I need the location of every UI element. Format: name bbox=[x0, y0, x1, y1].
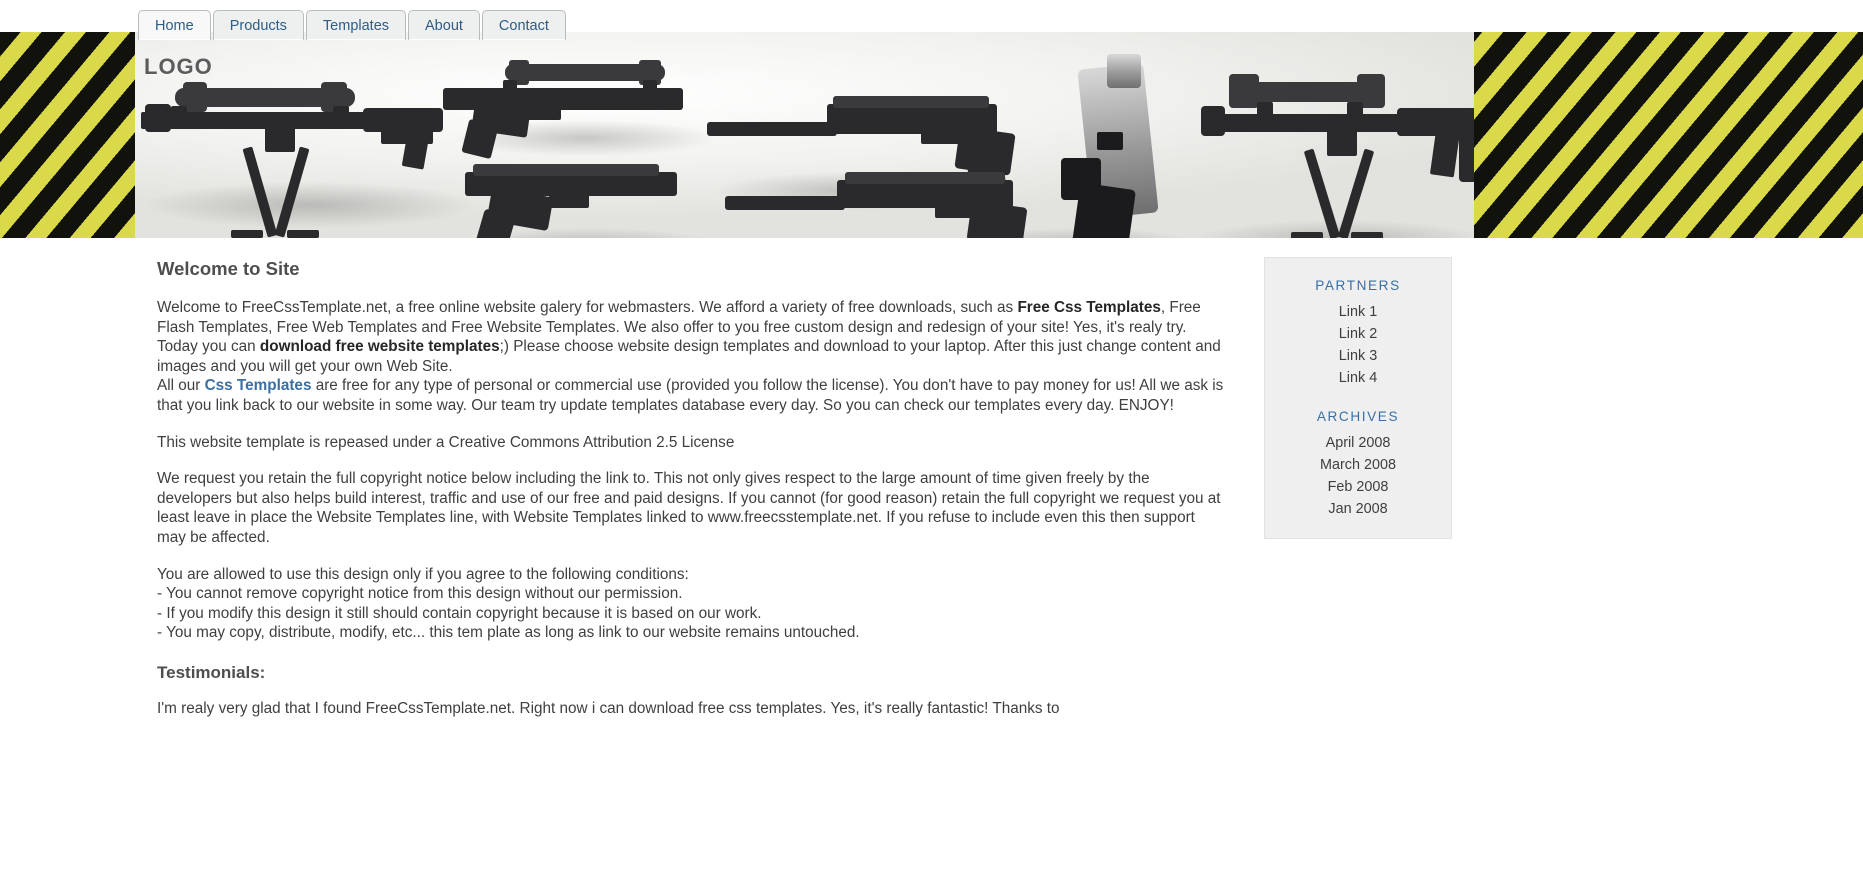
testimonials-heading: Testimonials: bbox=[157, 662, 266, 682]
header-banner bbox=[135, 32, 1474, 238]
sidebar-partner-link-2[interactable]: Link 2 bbox=[1338, 326, 1378, 342]
license-paragraph: This website template is repeased under a Creative Commons Attribution 2.5 License bbox=[157, 433, 735, 451]
nav-item-label: Home bbox=[155, 18, 194, 34]
nav-item-contact[interactable] bbox=[482, 10, 566, 40]
sidebar-archive-link-feb-2008[interactable]: Feb 2008 bbox=[1327, 479, 1389, 495]
nav-item-products[interactable] bbox=[213, 10, 304, 40]
nav-item-label: Contact bbox=[498, 18, 549, 34]
download-templates-strong: download free website templates bbox=[259, 338, 500, 356]
nav-item-about[interactable] bbox=[408, 10, 480, 40]
sidebar-partner-link-4[interactable]: Link 4 bbox=[1338, 370, 1378, 386]
content-area bbox=[135, 238, 1474, 881]
intro-text-e: ;) Please choose website design templates and download to your laptop. After this just change content and images and you will get your own Web Site. bbox=[157, 338, 1221, 375]
site-container bbox=[135, 0, 1474, 881]
testimonial-text: I'm realy very glad that I found FreeCssTemplate.net. Right now i can download free css templates. Yes, it's really fantastic! Thanks to bbox=[157, 699, 1060, 717]
sidebar-divider bbox=[1265, 389, 1451, 403]
nav-item-home[interactable] bbox=[138, 10, 211, 40]
intro-text-g: are free for any type of personal or commercial use (provided you follow the license). You don't have to pay money for us! All we ask is that you link back to our website in some way. Our team try update templates database every day. So you can check our templates every day. ENJOY! bbox=[157, 377, 1224, 414]
sidebar-partner-link-1[interactable]: Link 1 bbox=[1338, 304, 1378, 320]
hazard-stripe-right bbox=[1474, 32, 1863, 238]
condition-1: - You cannot remove copyright notice from this design without our permission. bbox=[157, 585, 683, 603]
intro-text-c: , Free Flash Templates, Free Web Templates and Free Website Templates. We also offer to you free custom design and redesign of your site! Yes, it's realy try. Today you can bbox=[157, 299, 1201, 356]
page-title: Welcome to Site bbox=[157, 258, 300, 279]
banner-image-firearms bbox=[135, 32, 1474, 238]
intro-paragraph bbox=[157, 298, 1227, 416]
sidebar-archive-link-april-2008[interactable]: April 2008 bbox=[1325, 435, 1391, 451]
condition-3: - You may copy, distribute, modify, etc... this tem plate as long as link to our website remains untouched. bbox=[157, 624, 860, 642]
intro-text-a: Welcome to FreeCssTemplate.net, a free online website galery for webmasters. We afford a variety of free downloads, such as bbox=[157, 299, 1018, 316]
nav-item-label: About bbox=[425, 18, 463, 34]
css-templates-link[interactable]: Css Templates bbox=[204, 377, 312, 395]
hazard-stripe-left bbox=[0, 32, 135, 238]
sidebar bbox=[1264, 257, 1452, 539]
intro-text-f: All our bbox=[157, 377, 205, 395]
nav-item-label: Templates bbox=[322, 18, 390, 34]
main-column bbox=[157, 238, 1227, 736]
conditions-intro: You are allowed to use this design only if you agree to the following conditions: bbox=[157, 565, 689, 583]
condition-2: - If you modify this design it still should contain copyright because it is based on our work. bbox=[157, 604, 762, 622]
sidebar-archives-title: ARCHIVES bbox=[1316, 409, 1400, 424]
free-css-templates-strong: Free Css Templates bbox=[1017, 299, 1161, 316]
main-navigation bbox=[135, 8, 568, 40]
site-logo[interactable]: LOGO bbox=[144, 54, 213, 79]
copyright-request-paragraph: We request you retain the full copyright notice below including the link to. This not only gives respect to the large amount of time given freely by the developers but also helps build interest, traffic and use of our free and paid designs. If you cannot (for good reason) retain the full copyright we request you at least leave in place the Website Templates line, with Website Templates linked to www.freecsstemplate.net. If you refuse to include even this then support may be affected. bbox=[157, 470, 1221, 546]
sidebar-archive-link-jan-2008[interactable]: Jan 2008 bbox=[1328, 501, 1388, 517]
sidebar-partner-link-3[interactable]: Link 3 bbox=[1338, 348, 1378, 364]
nav-item-templates[interactable] bbox=[306, 10, 406, 40]
sidebar-partners-title: PARTNERS bbox=[1315, 278, 1401, 293]
conditions-paragraph bbox=[157, 565, 1227, 643]
nav-item-label: Products bbox=[229, 18, 287, 34]
sidebar-archive-link-march-2008[interactable]: March 2008 bbox=[1320, 457, 1396, 473]
